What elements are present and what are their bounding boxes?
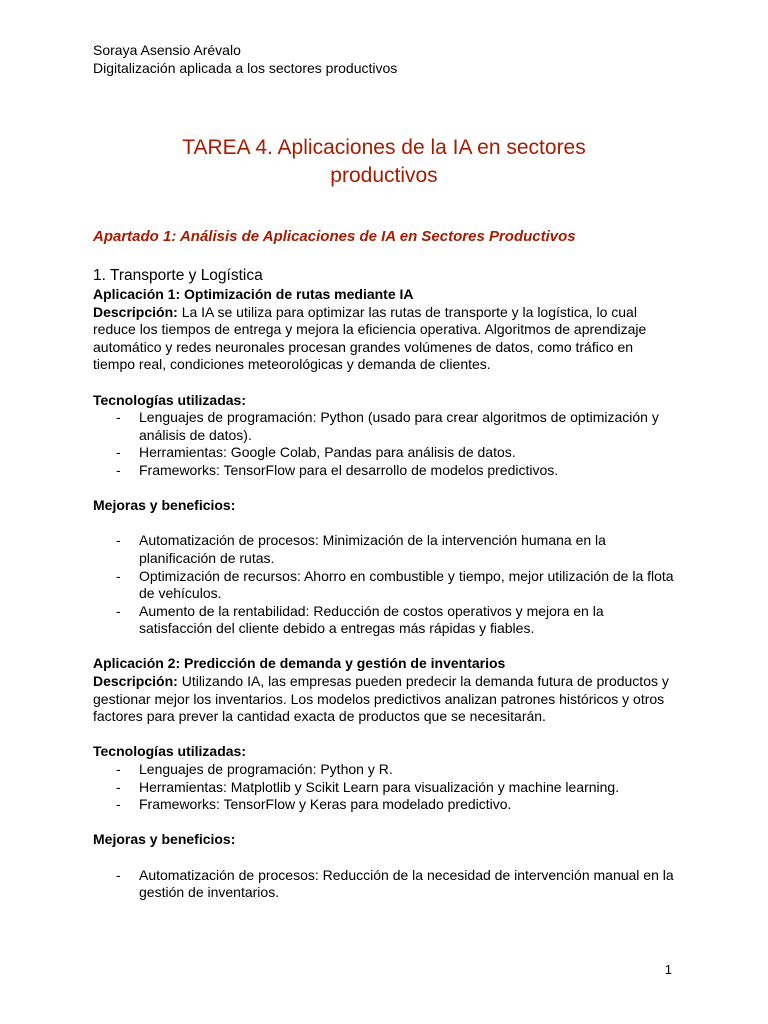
list-item: - Frameworks: TensorFlow para el desarrollo de modelos predictivos. xyxy=(93,462,678,480)
app1-benefits-list xyxy=(93,532,678,638)
document-title xyxy=(93,134,675,190)
app1-title: Aplicación 1: Optimización de rutas mediante IA xyxy=(93,286,414,302)
section-heading: 1. Transporte y Logística xyxy=(93,267,263,284)
title-line-2: productivos xyxy=(330,164,438,187)
title-line-1: TAREA 4. Aplicaciones de la IA en sectores xyxy=(182,136,586,159)
list-item: - Optimización de recursos: Ahorro en combustible y tiempo, mejor utilización de la flota de vehículos. xyxy=(93,568,678,603)
app1-tech-list xyxy=(93,409,678,479)
list-item: - Herramientas: Google Colab, Pandas para análisis de datos. xyxy=(93,444,678,462)
app1-description-label: Descripción: xyxy=(93,303,178,320)
document-header xyxy=(93,42,397,77)
page-number: 1 xyxy=(664,962,672,977)
app1-tech-heading: Tecnologías utilizadas: xyxy=(93,391,246,408)
app2-description-text: Utilizando IA, las empresas pueden predecir la demanda futura de productos y gestionar mejor los inventarios. Los modelos predictivos analizan patrones históricos y otros factores para prever la cantidad exacta de productos que se necesitarán. xyxy=(93,673,669,725)
list-item: - Automatización de procesos: Minimización de la intervención humana en la planificación de rutas. xyxy=(93,532,678,567)
app2-tech-list xyxy=(93,761,678,814)
list-item: - Lenguajes de programación: Python (usado para crear algoritmos de optimización y análisis de datos). xyxy=(93,409,678,444)
list-item: - Aumento de la rentabilidad: Reducción de costos operativos y mejora en la satisfacción del cliente debido a entregas más rápidas y fiables. xyxy=(93,603,678,638)
app1-description-text: La IA se utiliza para optimizar las rutas de transporte y la logística, lo cual reduce los tiempos de entrega y mejora la eficiencia operativa. Algoritmos de aprendizaje automático y redes neuronales procesan grandes volúmenes de datos, como tráfico en tiempo real, condiciones meteorológicas y demanda de clientes. xyxy=(93,303,647,373)
course-name: Digitalización aplicada a los sectores productivos xyxy=(93,59,398,76)
app1-description xyxy=(93,304,678,374)
list-item: - Lenguajes de programación: Python y R. xyxy=(93,761,678,779)
app1-benefits-heading: Mejoras y beneficios: xyxy=(93,497,236,514)
app2-tech-heading: Tecnologías utilizadas: xyxy=(93,743,246,760)
app2-benefits-list xyxy=(93,867,678,902)
document-body xyxy=(93,266,678,902)
list-item: - Frameworks: TensorFlow y Keras para modelado predictivo. xyxy=(93,796,678,814)
author-name: Soraya Asensio Arévalo xyxy=(93,42,241,58)
app2-title: Aplicación 2: Predicción de demanda y gestión de inventarios xyxy=(93,655,506,672)
app2-benefits-heading: Mejoras y beneficios: xyxy=(93,831,236,848)
list-item: - Automatización de procesos: Reducción de la necesidad de intervención manual en la gestión de inventarios. xyxy=(93,867,678,902)
list-item: - Herramientas: Matplotlib y Scikit Learn para visualización y machine learning. xyxy=(93,779,678,797)
apartado-heading: Apartado 1: Análisis de Aplicaciones de IA en Sectores Productivos xyxy=(93,228,576,245)
app2-description-label: Descripción: xyxy=(93,673,178,690)
app2-description xyxy=(93,673,678,726)
